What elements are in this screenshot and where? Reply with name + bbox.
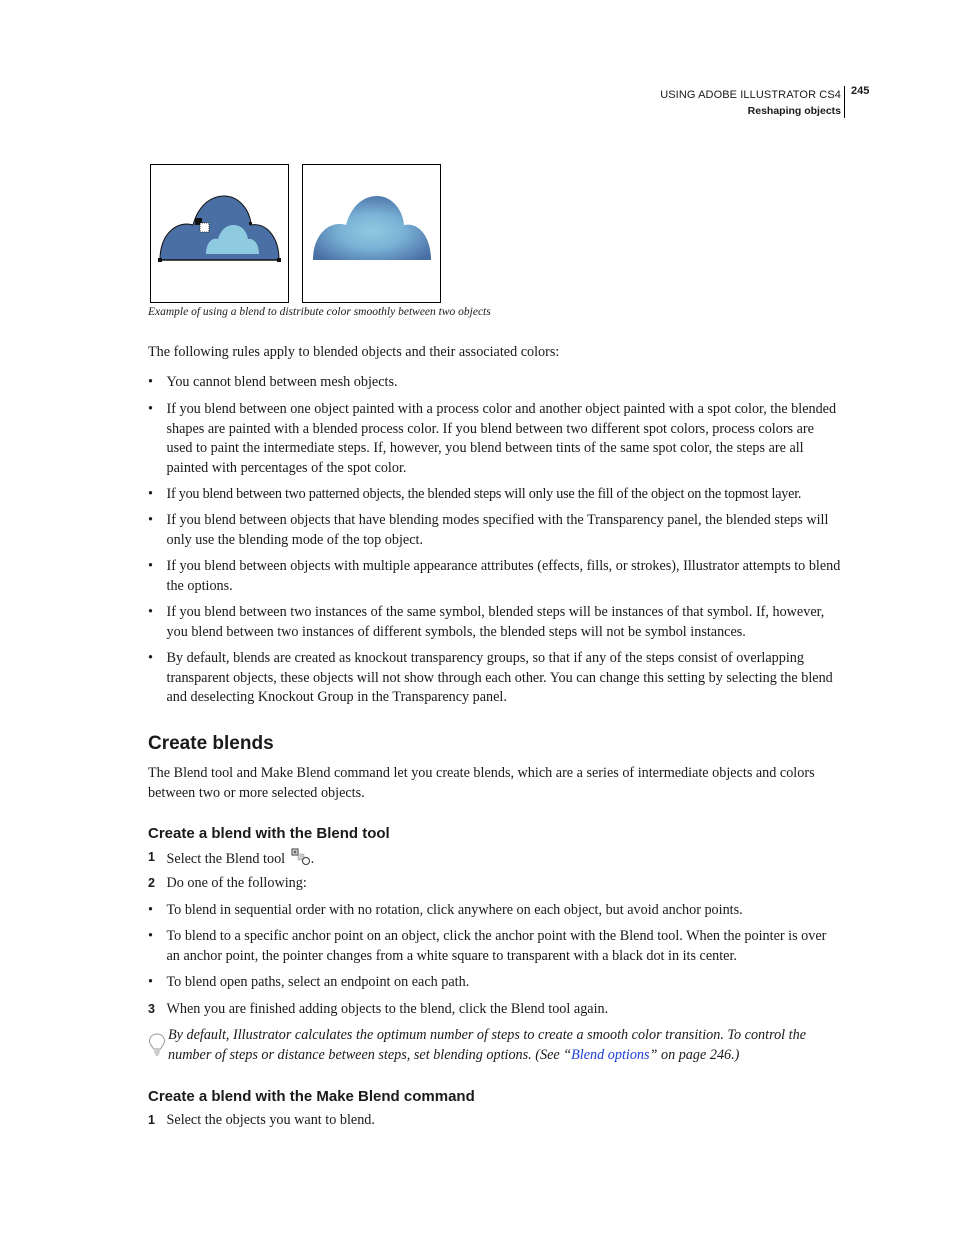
bullet-marker: • bbox=[148, 604, 153, 620]
step-text: Select the objects you want to blend. bbox=[166, 1112, 375, 1128]
section-title: Reshaping objects bbox=[747, 105, 841, 117]
subheading-blend-tool: Create a blend with the Blend tool bbox=[148, 825, 390, 842]
book-title: USING ADOBE ILLUSTRATOR CS4 bbox=[660, 89, 841, 101]
bullet-marker: • bbox=[148, 374, 153, 390]
rules-intro: The following rules apply to blended objects and their associated colors: bbox=[148, 344, 560, 360]
step-number: 3 bbox=[148, 1002, 155, 1016]
create-blends-body: The Blend tool and Make Blend command let you create blends, which are a series of intermediate objects and colors between two or more selected objects. bbox=[148, 765, 815, 801]
step-text: When you are finished adding objects to the blend, click the Blend tool again. bbox=[166, 1001, 609, 1017]
figure-caption: Example of using a blend to distribute color smoothly between two objects bbox=[148, 306, 491, 318]
step-item bbox=[148, 1000, 843, 1020]
list-item: • To blend to a specific anchor point on an object, click the anchor point with the Blend tool. When the pointer is over an anchor point, the pointer changes from a white square to transparent with a black dot in its center. bbox=[148, 928, 827, 964]
step-item bbox=[148, 874, 843, 894]
bullet-marker: • bbox=[148, 928, 153, 944]
blend-options-link[interactable]: Blend options bbox=[571, 1046, 650, 1063]
running-header bbox=[660, 87, 841, 119]
bullet-marker: • bbox=[148, 512, 153, 528]
list-item: • To blend open paths, select an endpoint on each path. bbox=[148, 973, 843, 993]
bullet-marker: • bbox=[148, 650, 153, 666]
step-item bbox=[148, 848, 843, 873]
header-divider bbox=[844, 86, 845, 118]
bullet-marker: • bbox=[148, 974, 153, 990]
bullet-marker: • bbox=[148, 558, 153, 574]
lightbulb-icon bbox=[148, 1032, 166, 1065]
step-number: 1 bbox=[148, 1113, 155, 1127]
step-number: 2 bbox=[148, 876, 155, 890]
two-clouds-illustration bbox=[151, 165, 288, 302]
step-item bbox=[148, 1111, 843, 1131]
step-number: 1 bbox=[148, 850, 155, 864]
list-item: • You cannot blend between mesh objects. bbox=[148, 373, 843, 393]
step-text: Do one of the following: bbox=[166, 875, 307, 891]
blended-cloud-illustration bbox=[303, 165, 440, 302]
subheading-make-blend: Create a blend with the Make Blend command bbox=[148, 1088, 475, 1105]
blend-tool-icon bbox=[291, 848, 311, 873]
list-item: • To blend in sequential order with no rotation, click anywhere on each object, but avoid anchor points. bbox=[148, 901, 843, 921]
list-item: • If you blend between two instances of the same symbol, blended steps will be instances of that symbol. If, however, you blend between two instances of different symbols, the blended steps will not be symbol instances. bbox=[148, 604, 825, 640]
tip-note bbox=[148, 1026, 843, 1065]
list-item: • If you blend between one object painted with a process color and another object painted with a spot color, the blended shapes are painted with a blended process color. If you blend between two different spot colors, process colors are used to paint the intermediate steps. If, however, you blend between tints of the same spot color, the steps are all painted with percentages of the spot color. bbox=[148, 401, 837, 476]
figure-before-blend bbox=[150, 164, 289, 303]
tip-text-end: ” on page 246.) bbox=[649, 1046, 740, 1063]
page-number: 245 bbox=[851, 85, 870, 97]
tip-text: By default, Illustrator calculates the optimum number of steps to create a smooth color transition. To control the number of steps or distance between steps, set blending options. (See “ bbox=[168, 1027, 806, 1063]
bullet-marker: • bbox=[148, 902, 153, 918]
list-item: • If you blend between objects with multiple appearance attributes (effects, fills, or strokes), Illustrator attempts to blend the options. bbox=[148, 558, 841, 594]
list-item: • If you blend between two patterned objects, the blended steps will only use the fill of the object on the topmost layer. bbox=[148, 485, 843, 505]
step-text-end: . bbox=[310, 851, 315, 867]
step-text: Select the Blend tool bbox=[166, 851, 286, 867]
bullet-marker: • bbox=[148, 401, 153, 417]
figure-after-blend bbox=[302, 164, 441, 303]
section-heading-create-blends: Create blends bbox=[148, 733, 274, 754]
list-item: • By default, blends are created as knockout transparency groups, so that if any of the steps consist of overlapping transparent objects, these objects will not show through each other. You can change this setting by selecting the blend and deselecting Knockout Group in the Transparency panel. bbox=[148, 650, 833, 706]
bullet-marker: • bbox=[148, 486, 153, 502]
list-item: • If you blend between objects that have blending modes specified with the Transparency panel, the blended steps will only use the blending mode of the top object. bbox=[148, 512, 829, 548]
